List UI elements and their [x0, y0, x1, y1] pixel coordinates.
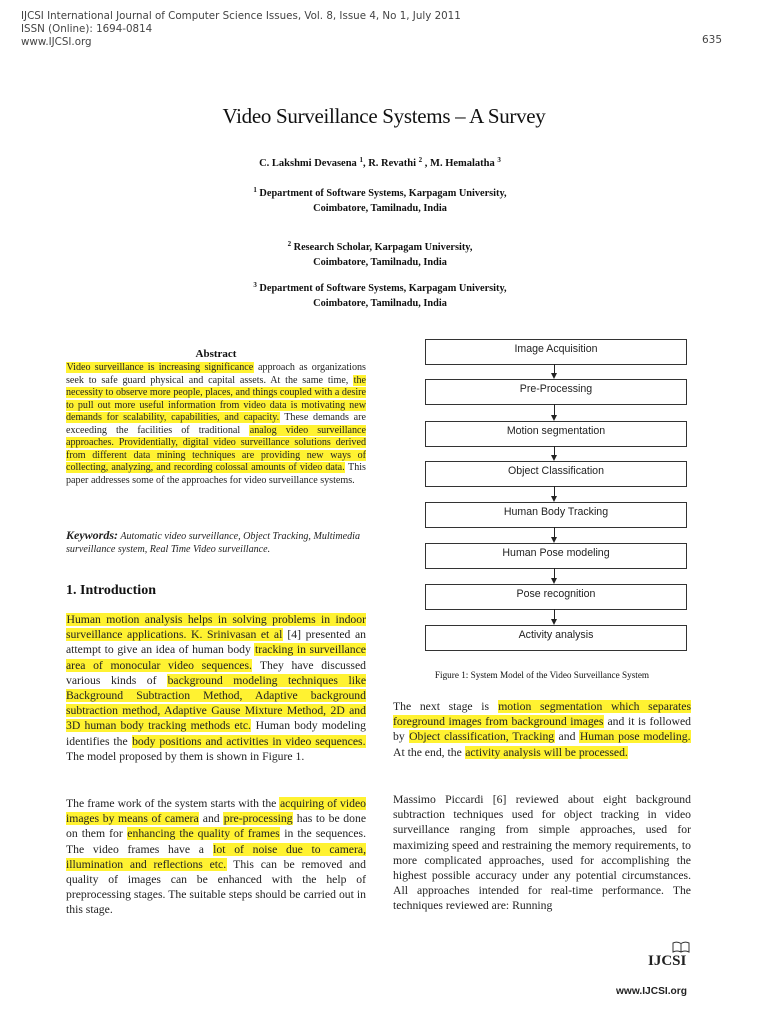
affiliation-line: Department of Software Systems, Karpagam University, — [256, 188, 507, 199]
text-span: The model proposed by them is shown in Figure 1. — [66, 749, 305, 763]
abstract-heading: Abstract — [195, 348, 237, 360]
author-sup: 3 — [497, 156, 501, 164]
author-name: , M. Hemalatha — [422, 158, 498, 169]
highlight: pre-processing — [223, 812, 293, 826]
journal-header — [21, 10, 461, 49]
flow-box-image-acquisition: Image Acquisition — [425, 339, 687, 365]
highlight: body positions and activities in video sequences. — [132, 734, 366, 748]
right-paragraph-2: Massimo Piccardi [6] reviewed about eight background subtraction techniques used for object tracking in video surveillance ranging from simple approaches, used for maximizing speed and restraining the memory requirements, to more complicated approaches, used for accomplishing the highest possible accuracy under any potential circumstances. All approaches intended for real-time performance. The techniques reviewed are: Running — [393, 793, 691, 913]
text-span: and it is followed by — [393, 715, 691, 744]
affiliation-1 — [0, 183, 760, 216]
highlight: Video surveillance is increasing significance — [66, 362, 254, 373]
page-number: 635 — [701, 34, 722, 46]
highlight: Human motion analysis helps in solving problems in indoor surveillance applications. K. Srinivasan et al — [66, 613, 366, 642]
flow-box-human-body-tracking: Human Body Tracking — [425, 502, 687, 528]
highlight: tracking in surveillance area of monocular video sequences. — [66, 643, 366, 672]
abstract-span: approach as organizations seek to safe guard physical and capital assets. At the same time, — [66, 362, 366, 386]
text-span: They have discussed various kinds of — [66, 658, 366, 687]
section-heading-introduction: 1. Introduction — [66, 583, 156, 598]
highlight: activity analysis will be processed. — [465, 745, 628, 759]
flow-box-pre-processing: Pre-Processing — [425, 379, 687, 405]
flow-box-object-classification: Object Classification — [425, 461, 687, 487]
highlight: analog video surveillance approaches. Providentially, digital video surveillance solutions derived from different data mining techniques are providing new ways of collecting, analyzing, and recording colossal amounts of video data. — [66, 424, 366, 473]
affiliation-2 — [0, 237, 760, 270]
affiliation-3 — [0, 278, 760, 311]
affiliation-line: Coimbatore, Tamilnadu, India — [313, 257, 447, 268]
affiliation-line: Research Scholar, Karpagam University, — [291, 242, 473, 253]
abstract-text — [66, 362, 366, 487]
text-span: At the end, the — [393, 745, 465, 759]
highlight: acquiring of video images by means of camera — [66, 797, 366, 826]
journal-logo-text: IJCSI — [648, 953, 687, 969]
highlight: Object classification, Tracking — [409, 730, 555, 744]
flow-box-human-pose-modeling: Human Pose modeling — [425, 543, 687, 569]
text-span: [4] presented an attempt to give an idea of human body — [66, 628, 366, 657]
flow-box-motion-segmentation: Motion segmentation — [425, 421, 687, 447]
text-span: and — [554, 730, 580, 744]
affiliation-line: Department of Software Systems, Karpagam University, — [256, 283, 507, 294]
text-span: The frame work of the system starts with the — [66, 797, 280, 810]
author-name: C. Lakshmi Devasena — [259, 158, 360, 169]
highlight: the necessity to observe more people, places, and things coupled with a desire to pull out more useful information from video data is motivating new demands for scalability, capabilities, and capacity. — [66, 374, 366, 423]
journal-logo-url[interactable]: www.IJCSI.org — [616, 986, 687, 997]
paper-title: Video Surveillance Systems – A Survey — [222, 104, 546, 128]
text-span: This can be removed and quality of images can be enhanced with the help of preprocessing stages. The suitable steps should be carried out in this stage. — [66, 857, 366, 917]
keywords — [66, 529, 366, 556]
abstract-span: These demands are exceeding the facilities of traditional — [66, 412, 366, 436]
text-span: has to be done on them for — [66, 812, 367, 841]
keywords-text: Automatic video surveillance, Object Tracking, Multimedia surveillance system, Real Time Video surveillance. — [66, 531, 361, 555]
open-book-icon — [672, 941, 690, 953]
flow-box-activity-analysis: Activity analysis — [425, 625, 687, 651]
highlight: Human pose modeling. — [579, 730, 691, 744]
text-span: and — [199, 812, 224, 826]
highlight: enhancing the quality of frames — [127, 827, 280, 841]
intro-paragraph-1 — [66, 612, 366, 764]
text-span: in the sequences. The video frames have a — [66, 827, 367, 856]
author-list — [0, 156, 760, 169]
abstract-span: This paper addresses some of the approaches for video surveillance systems. — [66, 462, 366, 486]
figure-caption: Figure 1: System Model of the Video Surveillance System — [434, 670, 650, 680]
highlight: lot of noise due to camera, illumination and reflections etc. — [66, 842, 366, 871]
journal-url[interactable]: www.IJCSI.org — [21, 36, 92, 48]
highlight: background modeling techniques like Background Subtraction Method, Adaptive background subtraction method, Adaptive Gause Mixture Method, 2D and 3D human body tracking methods etc. — [66, 673, 367, 733]
highlight: motion segmentation which separates foreground images from background images — [393, 700, 692, 729]
keywords-label: Keywords: — [66, 528, 118, 542]
author-sup: 1 — [359, 156, 363, 164]
right-paragraph-1 — [393, 699, 691, 760]
affiliation-sup: 1 — [253, 186, 257, 194]
journal-issn: ISSN (Online): 1694-0814 — [21, 23, 153, 35]
journal-citation: IJCSI International Journal of Computer Science Issues, Vol. 8, Issue 4, No 1, July 2011 — [21, 10, 461, 22]
author-sup: 2 — [418, 156, 423, 164]
affiliation-line: Coimbatore, Tamilnadu, India — [313, 203, 447, 214]
affiliation-line: Coimbatore, Tamilnadu, India — [313, 298, 447, 309]
intro-paragraph-2 — [66, 796, 366, 918]
flow-box-pose-recognition: Pose recognition — [425, 584, 687, 610]
affiliation-sup: 2 — [287, 240, 292, 248]
author-name: , R. Revathi — [362, 158, 419, 169]
affiliation-sup: 3 — [253, 281, 257, 289]
text-span: Human body modeling identifies the — [66, 719, 366, 748]
text-span: The next stage is — [393, 700, 498, 713]
